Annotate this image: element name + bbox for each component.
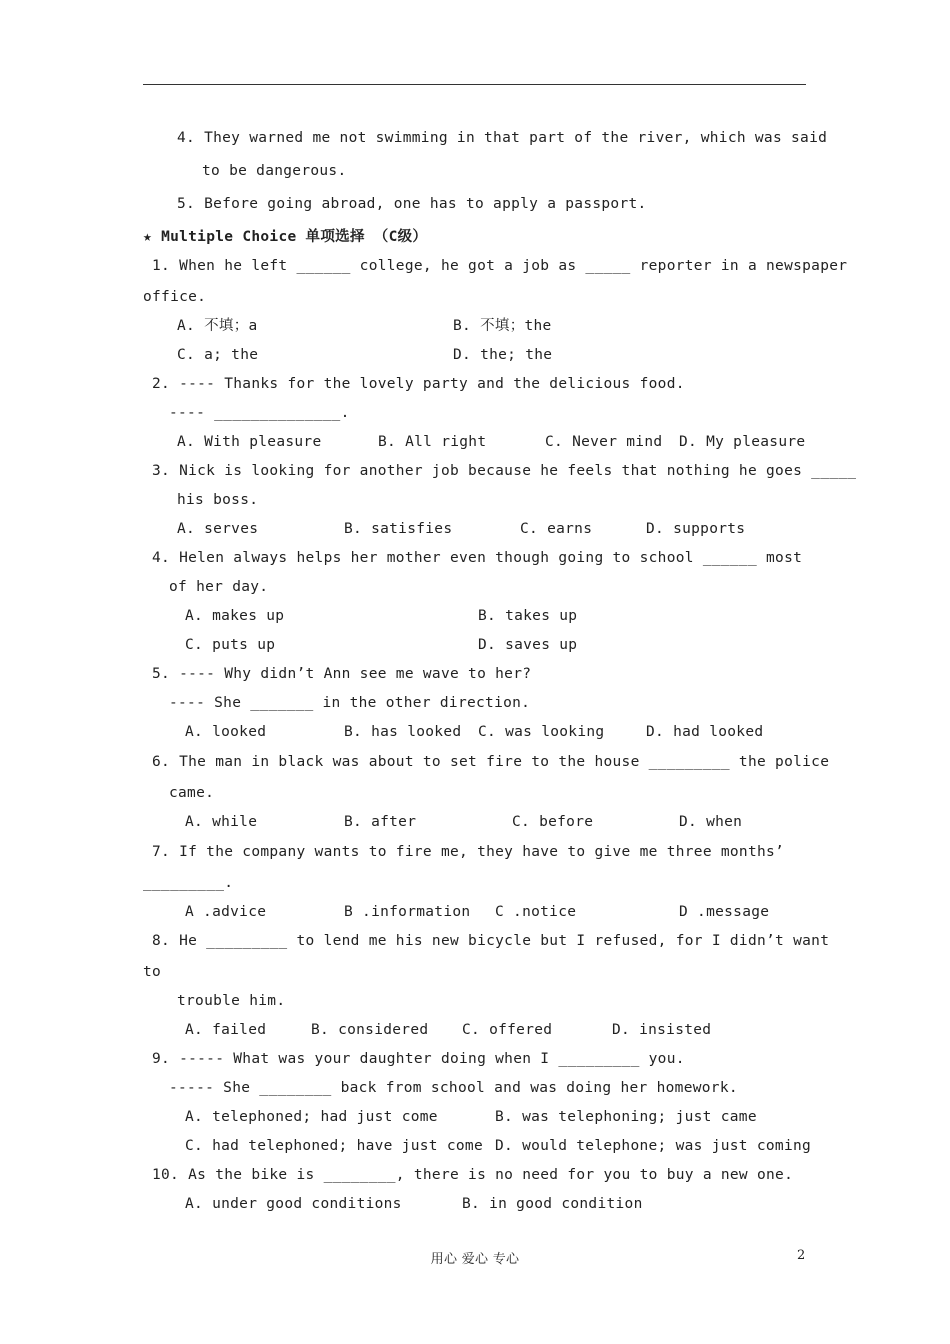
question-7-option-a: A .advice [185, 904, 267, 920]
question-8-option-c: C. offered [462, 1022, 553, 1038]
question-9-option-a: A. telephoned; had just come [185, 1109, 438, 1125]
question-6-option-c: C. before [512, 814, 594, 830]
question-3-line-1: 3. Nick is looking for another job because he feels that nothing he goes _____ [152, 463, 857, 479]
question-5-line-1: 5. ---- Why didn’t Ann see me wave to her? [152, 666, 532, 682]
question-2-option-c: C. Never mind [545, 434, 663, 450]
question-2-line-1: 2. ---- Thanks for the lovely party and the delicious food. [152, 376, 685, 392]
question-4-option-d: D. saves up [478, 637, 578, 653]
question-5-line-2: ---- She _______ in the other direction. [169, 695, 531, 711]
question-3-line-2: his boss. [177, 492, 259, 508]
section-heading [143, 227, 427, 247]
prev-item-4-line-1: 4. They warned me not swimming in that part of the river, which was said [177, 130, 828, 146]
question-3-option-c: C. earns [520, 521, 593, 537]
question-5-option-b: B. has looked [344, 724, 462, 740]
question-10-option-a: A. under good conditions [185, 1196, 402, 1212]
question-5-option-d: D. had looked [646, 724, 764, 740]
question-1-option-c: C. a; the [177, 347, 259, 363]
question-7-line-2: _________. [143, 875, 234, 891]
question-3-option-d: D. supports [646, 521, 746, 537]
question-3-option-b: B. satisfies [344, 521, 453, 537]
question-8-line-1: 8. He _________ to lend me his new bicycle but I refused, for I didn’t want [152, 933, 830, 949]
question-1-line-1: 1. When he left ______ college, he got a job as _____ reporter in a newspaper [152, 258, 848, 274]
question-2-line-2: ---- ______________. [169, 405, 350, 421]
prev-item-4-line-2: to be dangerous. [202, 163, 347, 179]
question-4-option-b: B. takes up [478, 608, 578, 624]
question-8-line-3: trouble him. [177, 993, 286, 1009]
question-7-line-1: 7. If the company wants to fire me, they have to give me three months’ [152, 844, 785, 860]
question-4-line-2: of her day. [169, 579, 269, 595]
page-number: 2 [797, 1248, 806, 1263]
question-2-option-d: D. My pleasure [679, 434, 806, 450]
question-4-option-c: C. puts up [185, 637, 276, 653]
question-9-option-d: D. would telephone; was just coming [495, 1138, 812, 1154]
question-5-option-c: C. was looking [478, 724, 605, 740]
question-8-option-d: D. insisted [612, 1022, 712, 1038]
star-icon: ★ [143, 229, 153, 245]
prev-item-5: 5. Before going abroad, one has to apply a passport. [177, 196, 647, 212]
question-6-line-2: came. [169, 785, 215, 801]
question-9-line-1: 9. ----- What was your daughter doing when I _________ you. [152, 1051, 685, 1067]
question-6-option-b: B. after [344, 814, 417, 830]
question-4-option-a: A. makes up [185, 608, 285, 624]
question-6-line-1: 6. The man in black was about to set fire to the house _________ the police [152, 754, 830, 770]
question-6-option-d: D. when [679, 814, 743, 830]
question-7-option-b: B .information [344, 904, 471, 920]
question-6-option-a: A. while [185, 814, 258, 830]
question-8-option-b: B. considered [311, 1022, 429, 1038]
question-7-option-d: D .message [679, 904, 770, 920]
question-4-line-1: 4. Helen always helps her mother even though going to school ______ most [152, 550, 803, 566]
question-10-option-b: B. in good condition [462, 1196, 643, 1212]
question-9-line-2: ----- She ________ back from school and was doing her homework. [169, 1080, 738, 1096]
question-1-option-b: B. 不填；the [453, 318, 552, 334]
question-9-option-b: B. was telephoning; just came [495, 1109, 757, 1125]
question-5-option-a: A. looked [185, 724, 267, 740]
question-8-line-2: to [143, 964, 162, 980]
question-2-option-b: B. All right [378, 434, 487, 450]
question-7-option-c: C .notice [495, 904, 577, 920]
section-title: Multiple Choice 单项选择 （C级） [161, 229, 428, 245]
question-3-option-a: A. serves [177, 521, 259, 537]
question-8-option-a: A. failed [185, 1022, 267, 1038]
footer-motto: 用心 爱心 专心 [430, 1252, 520, 1267]
header-rule [143, 84, 806, 85]
question-9-option-c: C. had telephoned; have just come [185, 1138, 483, 1154]
question-2-option-a: A. With pleasure [177, 434, 322, 450]
question-1-line-2: office. [143, 289, 207, 305]
question-10-line-1: 10. As the bike is ________, there is no need for you to buy a new one. [152, 1167, 794, 1183]
question-1-option-d: D. the; the [453, 347, 553, 363]
question-1-option-a: A. 不填；a [177, 318, 258, 334]
